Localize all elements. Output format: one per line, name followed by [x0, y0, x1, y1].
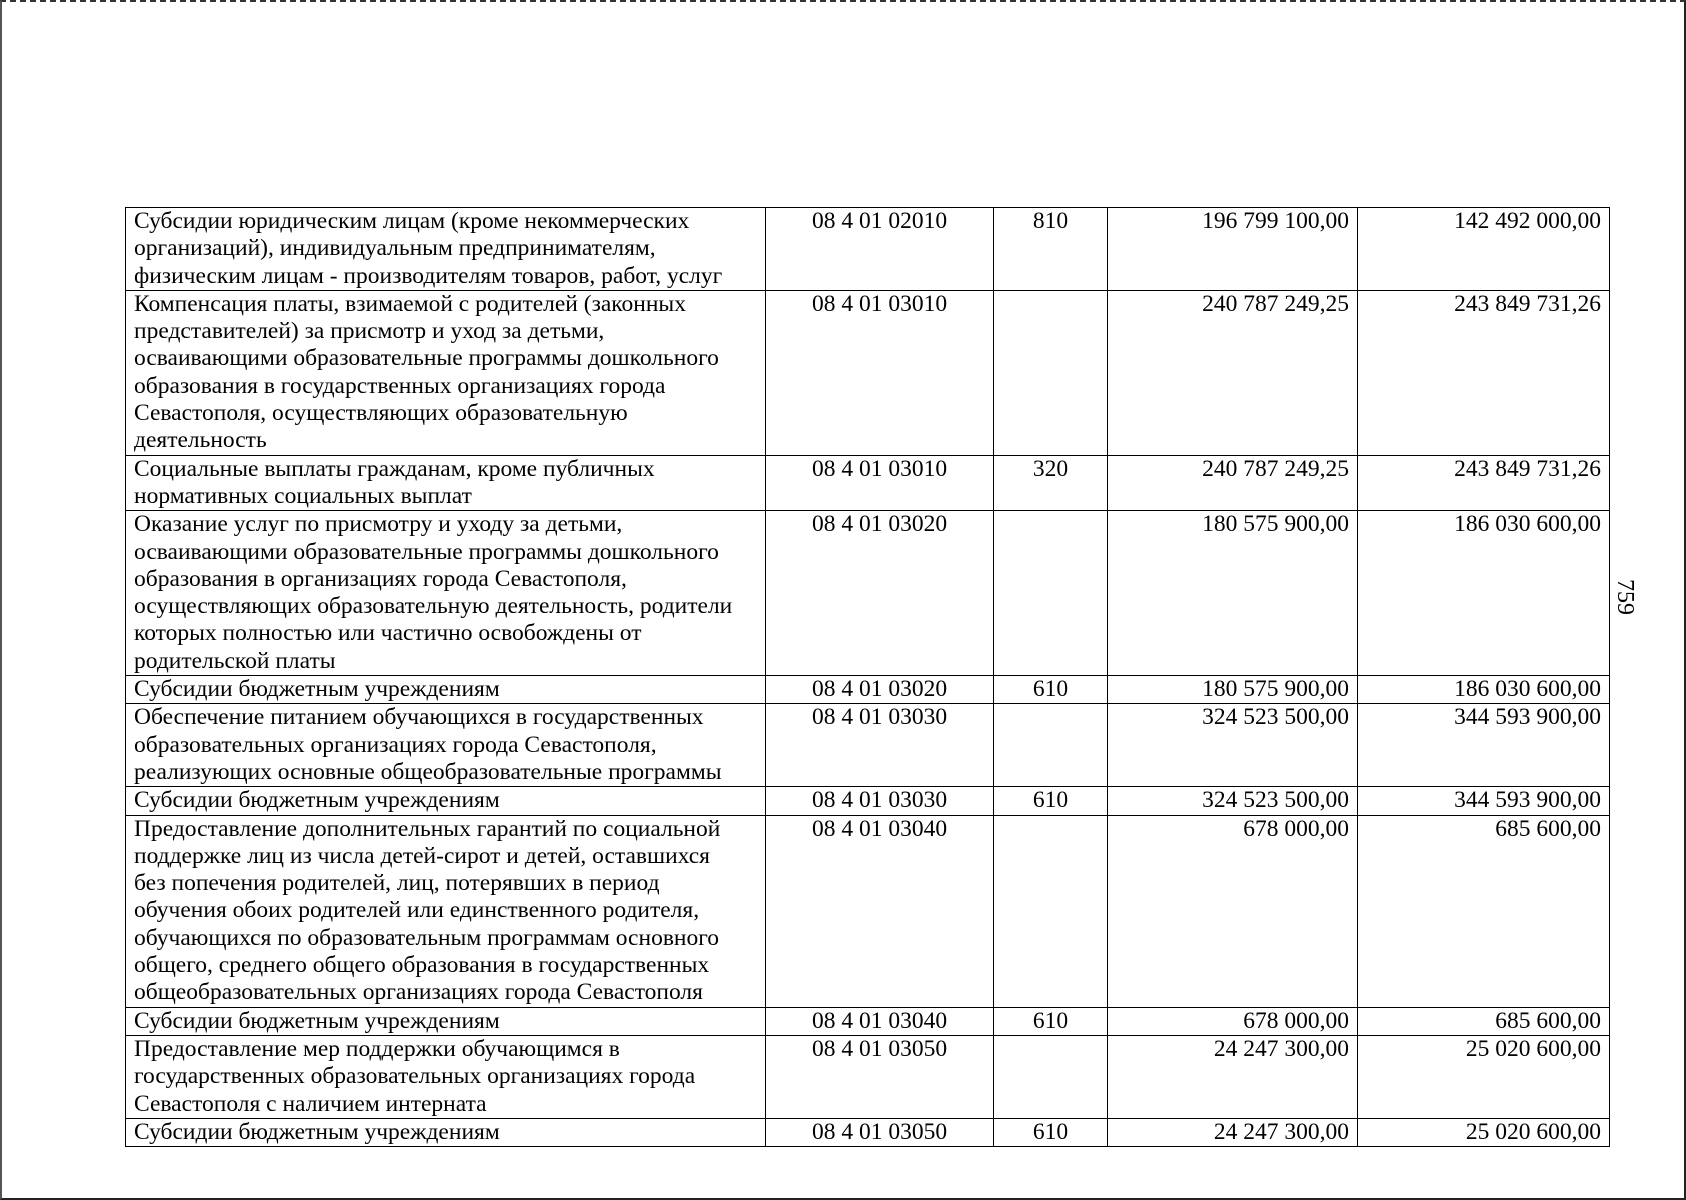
- expense-name-line: нормативных социальных выплат: [134, 482, 472, 509]
- expense-type-code-cell: [994, 511, 1108, 676]
- expense-type-code-cell: 610: [994, 787, 1108, 815]
- target-article-code-cell: 08 4 01 03010: [766, 290, 994, 455]
- amount-year-2-cell: 685 600,00: [1358, 1007, 1610, 1035]
- expense-name-line: осваивающими образовательные программы дошкольного: [134, 345, 719, 372]
- expense-type-code-cell: 610: [994, 676, 1108, 704]
- expense-name-cell: [126, 290, 766, 455]
- expense-name-line: Севастополя, осуществляющих образовательную: [134, 400, 628, 427]
- table-row: [126, 1035, 1610, 1118]
- target-article-code-cell: 08 4 01 03050: [766, 1118, 994, 1146]
- table-row: [126, 815, 1610, 1007]
- amount-year-1-cell: 324 523 500,00: [1108, 704, 1358, 787]
- amount-year-1-cell: 180 575 900,00: [1108, 676, 1358, 704]
- amount-year-2-cell: 25 020 600,00: [1358, 1118, 1610, 1146]
- expense-name-cell: [126, 208, 766, 291]
- expense-name-cell: [126, 455, 766, 511]
- target-article-code-cell: 08 4 01 03030: [766, 787, 994, 815]
- expense-type-code-cell: [994, 1035, 1108, 1118]
- expense-name-line: Субсидии бюджетным учреждениям: [134, 676, 500, 703]
- target-article-code-cell: 08 4 01 03010: [766, 455, 994, 511]
- expense-type-code-cell: [994, 704, 1108, 787]
- expense-type-code-cell: 810: [994, 208, 1108, 291]
- expense-name-line: образовательных организациях города Севастополя,: [134, 731, 657, 758]
- expense-name-line: обучения обоих родителей или единственного родителя,: [134, 897, 700, 924]
- expense-name-line: Субсидии бюджетным учреждениям: [134, 787, 500, 814]
- expense-name-line: физическим лицам - производителям товаров, работ, услуг: [134, 262, 723, 289]
- table-row: [126, 511, 1610, 676]
- target-article-code-cell: 08 4 01 03020: [766, 676, 994, 704]
- expense-name-line: государственных образовательных организациях города: [134, 1063, 696, 1090]
- table-row: [126, 208, 1610, 291]
- table-row: [126, 1118, 1610, 1146]
- expense-name-line: общего, среднего общего образования в государственных: [134, 952, 710, 979]
- amount-year-2-cell: 685 600,00: [1358, 815, 1610, 1007]
- table-row: [126, 787, 1610, 815]
- amount-year-2-cell: 243 849 731,26: [1358, 290, 1610, 455]
- target-article-code-cell: 08 4 01 03050: [766, 1035, 994, 1118]
- target-article-code-cell: 08 4 01 03020: [766, 511, 994, 676]
- amount-year-1-cell: 24 247 300,00: [1108, 1118, 1358, 1146]
- expense-name-line: родительской платы: [134, 647, 336, 674]
- expense-name-line: Субсидии бюджетным учреждениям: [134, 1007, 500, 1034]
- expense-name-line: без попечения родителей, лиц, потерявших в период: [134, 870, 660, 897]
- target-article-code-cell: 08 4 01 03040: [766, 1007, 994, 1035]
- amount-year-1-cell: 240 787 249,25: [1108, 290, 1358, 455]
- expense-type-code-cell: 610: [994, 1007, 1108, 1035]
- expense-name-line: образования в организациях города Севастополя,: [134, 565, 627, 592]
- expense-name-line: обучающихся по образовательным программам основного: [134, 924, 720, 951]
- budget-table: [125, 207, 1610, 1147]
- expense-name-line: Субсидии бюджетным учреждениям: [134, 1118, 500, 1145]
- amount-year-1-cell: 196 799 100,00: [1108, 208, 1358, 291]
- table-row: [126, 455, 1610, 511]
- amount-year-2-cell: 243 849 731,26: [1358, 455, 1610, 511]
- amount-year-1-cell: 24 247 300,00: [1108, 1035, 1358, 1118]
- expense-name-line: деятельность: [134, 427, 267, 454]
- expense-name-cell: [126, 704, 766, 787]
- amount-year-2-cell: 344 593 900,00: [1358, 787, 1610, 815]
- amount-year-2-cell: 142 492 000,00: [1358, 208, 1610, 291]
- target-article-code-cell: 08 4 01 03040: [766, 815, 994, 1007]
- expense-name-line: общеобразовательных организациях города Севастополя: [134, 979, 703, 1006]
- expense-type-code-cell: [994, 290, 1108, 455]
- expense-name-cell: [126, 1007, 766, 1035]
- expense-name-cell: [126, 1118, 766, 1146]
- amount-year-1-cell: 324 523 500,00: [1108, 787, 1358, 815]
- table-row: [126, 290, 1610, 455]
- expense-type-code-cell: 320: [994, 455, 1108, 511]
- amount-year-2-cell: 186 030 600,00: [1358, 676, 1610, 704]
- expense-name-line: Субсидии юридическим лицам (кроме некоммерческих: [134, 208, 690, 234]
- table-row: [126, 676, 1610, 704]
- budget-table-body: [126, 208, 1610, 1147]
- target-article-code-cell: 08 4 01 02010: [766, 208, 994, 291]
- amount-year-1-cell: 678 000,00: [1108, 1007, 1358, 1035]
- expense-name-cell: [126, 815, 766, 1007]
- expense-name-cell: [126, 676, 766, 704]
- expense-name-line: реализующих основные общеобразовательные программы: [134, 758, 722, 785]
- amount-year-1-cell: 240 787 249,25: [1108, 455, 1358, 511]
- expense-name-line: Оказание услуг по присмотру и уходу за детьми,: [134, 511, 623, 538]
- expense-name-line: Социальные выплаты гражданам, кроме публичных: [134, 455, 655, 482]
- expense-type-code-cell: [994, 815, 1108, 1007]
- amount-year-2-cell: 25 020 600,00: [1358, 1035, 1610, 1118]
- expense-name-line: Обеспечение питанием обучающихся в государственных: [134, 704, 704, 731]
- expense-name-line: осваивающими образовательные программы дошкольного: [134, 538, 719, 565]
- page-number: 759: [1612, 579, 1638, 615]
- expense-name-line: Компенсация платы, взимаемой с родителей (законных: [134, 290, 686, 317]
- expense-name-line: поддержке лиц из числа детей-сирот и детей, оставшихся: [134, 842, 710, 869]
- table-row: [126, 704, 1610, 787]
- target-article-code-cell: 08 4 01 03030: [766, 704, 994, 787]
- expense-name-line: представителей) за присмотр и уход за детьми,: [134, 318, 605, 345]
- expense-name-line: которых полностью или частично освобождены от: [134, 620, 642, 647]
- amount-year-1-cell: 180 575 900,00: [1108, 511, 1358, 676]
- expense-name-cell: [126, 1035, 766, 1118]
- table-row: [126, 1007, 1610, 1035]
- amount-year-1-cell: 678 000,00: [1108, 815, 1358, 1007]
- amount-year-2-cell: 186 030 600,00: [1358, 511, 1610, 676]
- expense-name-line: Севастополя с наличием интерната: [134, 1090, 487, 1117]
- expense-name-line: образования в государственных организациях города: [134, 372, 666, 399]
- amount-year-2-cell: 344 593 900,00: [1358, 704, 1610, 787]
- expense-name-cell: [126, 787, 766, 815]
- expense-type-code-cell: 610: [994, 1118, 1108, 1146]
- expense-name-cell: [126, 511, 766, 676]
- expense-name-line: Предоставление дополнительных гарантий по социальной: [134, 815, 721, 842]
- expense-name-line: организаций), индивидуальным предпринимателям,: [134, 235, 656, 262]
- expense-name-line: осуществляющих образовательную деятельность, родители: [134, 593, 733, 620]
- expense-name-line: Предоставление мер поддержки обучающимся в: [134, 1035, 620, 1062]
